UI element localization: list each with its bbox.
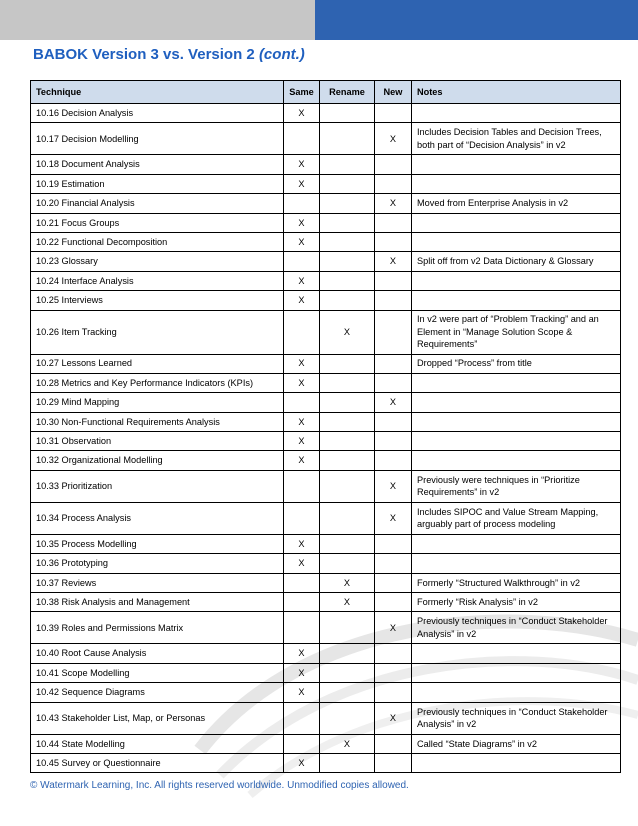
cell-notes: In v2 were part of “Problem Tracking” and an Element in “Manage Solution Scope & Requirements” [412, 310, 621, 354]
cell-technique: 10.26 Item Tracking [31, 310, 284, 354]
table-row [31, 291, 621, 310]
table-row [31, 663, 621, 682]
cell-notes [412, 213, 621, 232]
table-row [31, 412, 621, 431]
cell-notes: Dropped “Process” from title [412, 354, 621, 373]
cell-new [375, 753, 412, 772]
cell-new: X [375, 612, 412, 644]
cell-notes: Called “State Diagrams” in v2 [412, 734, 621, 753]
cell-notes: Includes SIPOC and Value Stream Mapping, arguably part of process modeling [412, 502, 621, 534]
table-row [31, 213, 621, 232]
technique-comparison-table [30, 80, 621, 773]
cell-notes [412, 451, 621, 470]
cell-rename: X [320, 310, 375, 354]
cell-new [375, 104, 412, 123]
cell-rename [320, 155, 375, 174]
cell-rename [320, 702, 375, 734]
cell-rename [320, 612, 375, 644]
header-new: New [375, 81, 412, 104]
table-row [31, 451, 621, 470]
table-row [31, 432, 621, 451]
cell-technique: 10.34 Process Analysis [31, 502, 284, 534]
cell-new: X [375, 123, 412, 155]
cell-same [284, 573, 320, 592]
cell-new [375, 155, 412, 174]
cell-notes: Previously were techniques in “Prioritize Requirements” in v2 [412, 470, 621, 502]
cell-new [375, 271, 412, 290]
cell-same: X [284, 174, 320, 193]
cell-new: X [375, 470, 412, 502]
page-title [33, 46, 305, 63]
cell-rename [320, 104, 375, 123]
cell-same: X [284, 534, 320, 553]
cell-technique: 10.30 Non-Functional Requirements Analysis [31, 412, 284, 431]
table-row [31, 271, 621, 290]
cell-notes [412, 291, 621, 310]
cell-notes: Moved from Enterprise Analysis in v2 [412, 194, 621, 213]
cell-rename [320, 213, 375, 232]
cell-new [375, 554, 412, 573]
cell-notes [412, 155, 621, 174]
cell-notes [412, 412, 621, 431]
cell-same [284, 194, 320, 213]
cell-same: X [284, 291, 320, 310]
table-row [31, 194, 621, 213]
cell-new [375, 683, 412, 702]
cell-rename [320, 174, 375, 193]
cell-rename [320, 393, 375, 412]
cell-same [284, 502, 320, 534]
cell-notes [412, 753, 621, 772]
cell-same: X [284, 232, 320, 251]
cell-same: X [284, 451, 320, 470]
header-same: Same [284, 81, 320, 104]
cell-technique: 10.18 Document Analysis [31, 155, 284, 174]
cell-same: X [284, 213, 320, 232]
cell-same [284, 593, 320, 612]
page-title-cont: (cont.) [258, 46, 305, 63]
cell-same: X [284, 753, 320, 772]
table-row [31, 702, 621, 734]
header-notes: Notes [412, 81, 621, 104]
cell-rename: X [320, 573, 375, 592]
cell-rename [320, 683, 375, 702]
table-row [31, 573, 621, 592]
page-title-main: BABOK Version 3 vs. Version 2 [33, 46, 259, 63]
cell-technique: 10.16 Decision Analysis [31, 104, 284, 123]
table-row [31, 354, 621, 373]
cell-technique: 10.29 Mind Mapping [31, 393, 284, 412]
cell-technique: 10.19 Estimation [31, 174, 284, 193]
cell-same [284, 310, 320, 354]
table-row [31, 734, 621, 753]
cell-technique: 10.23 Glossary [31, 252, 284, 271]
cell-notes [412, 104, 621, 123]
cell-new [375, 534, 412, 553]
table-row [31, 644, 621, 663]
cell-technique: 10.42 Sequence Diagrams [31, 683, 284, 702]
table-row [31, 593, 621, 612]
table-row [31, 393, 621, 412]
cell-rename [320, 271, 375, 290]
cell-new [375, 644, 412, 663]
cell-technique: 10.27 Lessons Learned [31, 354, 284, 373]
cell-notes [412, 393, 621, 412]
cell-same: X [284, 644, 320, 663]
cell-same: X [284, 354, 320, 373]
cell-technique: 10.45 Survey or Questionnaire [31, 753, 284, 772]
cell-notes: Formerly “Structured Walkthrough” in v2 [412, 573, 621, 592]
cell-technique: 10.33 Prioritization [31, 470, 284, 502]
cell-notes [412, 232, 621, 251]
cell-notes: Includes Decision Tables and Decision Trees, both part of “Decision Analysis” in v2 [412, 123, 621, 155]
cell-rename [320, 291, 375, 310]
cell-same: X [284, 155, 320, 174]
cell-notes [412, 663, 621, 682]
cell-technique: 10.40 Root Cause Analysis [31, 644, 284, 663]
cell-technique: 10.36 Prototyping [31, 554, 284, 573]
cell-technique: 10.25 Interviews [31, 291, 284, 310]
cell-notes [412, 432, 621, 451]
cell-rename [320, 194, 375, 213]
cell-rename [320, 451, 375, 470]
cell-same [284, 470, 320, 502]
cell-same: X [284, 683, 320, 702]
header-band-grey [0, 0, 315, 40]
table-row [31, 554, 621, 573]
table-row [31, 310, 621, 354]
cell-same: X [284, 554, 320, 573]
cell-same [284, 734, 320, 753]
cell-rename [320, 534, 375, 553]
cell-notes [412, 683, 621, 702]
cell-new [375, 412, 412, 431]
table-row [31, 123, 621, 155]
cell-new [375, 373, 412, 392]
cell-rename [320, 663, 375, 682]
cell-same [284, 612, 320, 644]
cell-rename [320, 123, 375, 155]
cell-rename [320, 373, 375, 392]
cell-technique: 10.41 Scope Modelling [31, 663, 284, 682]
cell-notes [412, 534, 621, 553]
cell-technique: 10.21 Focus Groups [31, 213, 284, 232]
cell-new: X [375, 194, 412, 213]
table-row [31, 174, 621, 193]
cell-rename [320, 412, 375, 431]
cell-technique: 10.39 Roles and Permissions Matrix [31, 612, 284, 644]
cell-rename [320, 753, 375, 772]
cell-technique: 10.31 Observation [31, 432, 284, 451]
cell-new [375, 432, 412, 451]
cell-technique: 10.43 Stakeholder List, Map, or Personas [31, 702, 284, 734]
cell-notes [412, 174, 621, 193]
footer-copyright: © Watermark Learning, Inc. All rights reserved worldwide. Unmodified copies allowed. [30, 780, 409, 791]
cell-same: X [284, 432, 320, 451]
cell-new [375, 734, 412, 753]
table-row [31, 612, 621, 644]
cell-rename: X [320, 593, 375, 612]
cell-new: X [375, 502, 412, 534]
cell-rename [320, 502, 375, 534]
cell-technique: 10.17 Decision Modelling [31, 123, 284, 155]
table-row [31, 502, 621, 534]
cell-notes: Previously techniques in “Conduct Stakeholder Analysis” in v2 [412, 612, 621, 644]
cell-rename [320, 432, 375, 451]
cell-new [375, 213, 412, 232]
cell-technique: 10.22 Functional Decomposition [31, 232, 284, 251]
header-band-blue [315, 0, 638, 40]
table-header-row [31, 81, 621, 104]
cell-technique: 10.28 Metrics and Key Performance Indicators (KPIs) [31, 373, 284, 392]
cell-same: X [284, 373, 320, 392]
header-band [0, 0, 638, 40]
cell-same: X [284, 271, 320, 290]
cell-new: X [375, 252, 412, 271]
cell-technique: 10.37 Reviews [31, 573, 284, 592]
header-rename: Rename [320, 81, 375, 104]
table-row [31, 470, 621, 502]
table-row [31, 373, 621, 392]
table-row [31, 155, 621, 174]
cell-technique: 10.20 Financial Analysis [31, 194, 284, 213]
cell-notes [412, 373, 621, 392]
cell-new [375, 310, 412, 354]
cell-notes [412, 271, 621, 290]
cell-notes [412, 644, 621, 663]
cell-same: X [284, 412, 320, 431]
cell-rename [320, 470, 375, 502]
cell-new [375, 573, 412, 592]
cell-same [284, 702, 320, 734]
cell-new [375, 174, 412, 193]
cell-new [375, 663, 412, 682]
cell-same [284, 123, 320, 155]
cell-notes [412, 554, 621, 573]
table-row [31, 683, 621, 702]
table-row [31, 104, 621, 123]
cell-notes: Split off from v2 Data Dictionary & Glossary [412, 252, 621, 271]
cell-rename [320, 354, 375, 373]
cell-rename [320, 554, 375, 573]
cell-same [284, 252, 320, 271]
cell-new: X [375, 702, 412, 734]
cell-new [375, 451, 412, 470]
cell-notes: Previously techniques in “Conduct Stakeholder Analysis” in v2 [412, 702, 621, 734]
cell-same [284, 393, 320, 412]
cell-technique: 10.24 Interface Analysis [31, 271, 284, 290]
cell-new [375, 291, 412, 310]
cell-rename [320, 232, 375, 251]
table-row [31, 753, 621, 772]
table-row [31, 534, 621, 553]
cell-rename: X [320, 734, 375, 753]
cell-technique: 10.35 Process Modelling [31, 534, 284, 553]
cell-new [375, 354, 412, 373]
cell-technique: 10.38 Risk Analysis and Management [31, 593, 284, 612]
table-row [31, 232, 621, 251]
table-row [31, 252, 621, 271]
cell-rename [320, 252, 375, 271]
cell-same: X [284, 104, 320, 123]
header-technique: Technique [31, 81, 284, 104]
cell-same: X [284, 663, 320, 682]
cell-rename [320, 644, 375, 663]
cell-technique: 10.32 Organizational Modelling [31, 451, 284, 470]
cell-new [375, 593, 412, 612]
cell-notes: Formerly “Risk Analysis” in v2 [412, 593, 621, 612]
cell-technique: 10.44 State Modelling [31, 734, 284, 753]
cell-new: X [375, 393, 412, 412]
table-body [31, 104, 621, 773]
cell-new [375, 232, 412, 251]
